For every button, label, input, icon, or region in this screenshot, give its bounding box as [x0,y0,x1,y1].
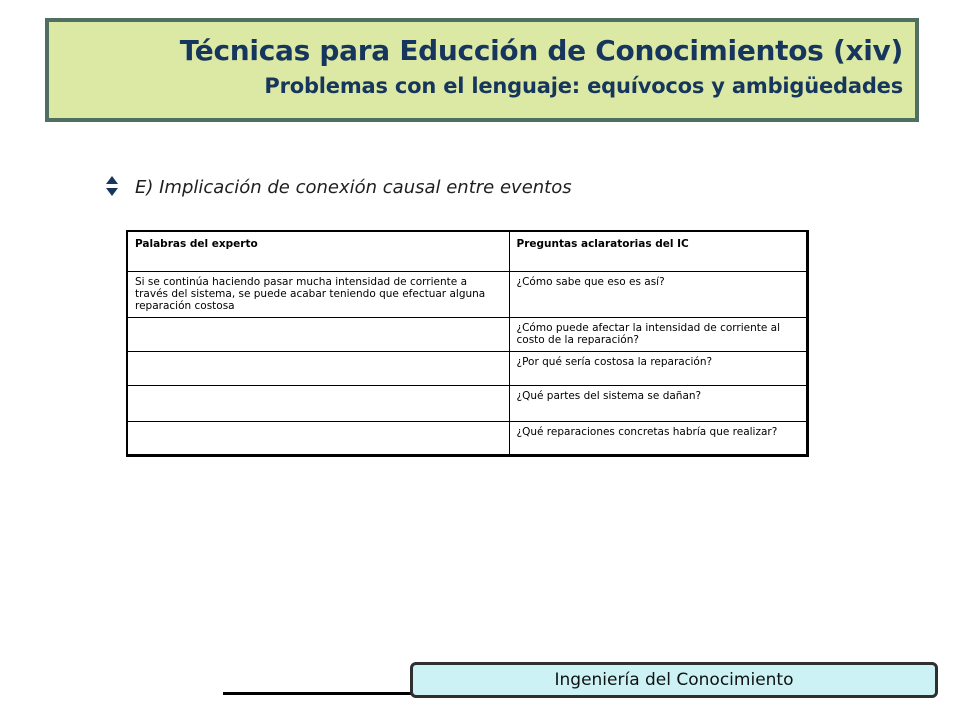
slide-subtitle: Problemas con el lenguaje: equívocos y ambigüedades [264,74,903,98]
table-row [127,271,808,317]
question-cell: ¿Cómo sabe que eso es así? [509,271,807,317]
footer-label: Ingeniería del Conocimiento [410,662,938,698]
table-row [127,421,808,455]
bullet-item [105,172,572,202]
expert-words-cell: Si se continúa haciendo pasar mucha intensidad de corriente a través del sistema, se puede acabar teniendo que efectuar alguna reparación costosa [127,271,509,317]
header-expert-words: Palabras del experto [127,231,509,271]
bullet-text: E) Implicación de conexión causal entre eventos [135,176,572,198]
table-row [127,317,808,351]
question-cell: ¿Cómo puede afectar la intensidad de corriente al costo de la reparación? [509,317,807,351]
question-cell: ¿Por qué sería costosa la reparación? [509,351,807,385]
question-cell: ¿Qué partes del sistema se dañan? [509,385,807,421]
header-clarifying-questions: Preguntas aclaratorias del IC [509,231,807,271]
expert-words-cell [127,317,509,351]
table-row [127,385,808,421]
diamond-bullet-icon [105,174,119,200]
title-box [45,18,919,122]
expert-words-cell [127,421,509,455]
question-cell: ¿Qué reparaciones concretas habría que realizar? [509,421,807,455]
table-row [127,351,808,385]
expert-words-cell [127,351,509,385]
slide-title: Técnicas para Educción de Conocimientos (xiv) [179,34,903,67]
expert-words-cell [127,385,509,421]
table-header-row [127,231,808,271]
clarification-table [126,230,809,457]
footer-divider [223,692,413,695]
